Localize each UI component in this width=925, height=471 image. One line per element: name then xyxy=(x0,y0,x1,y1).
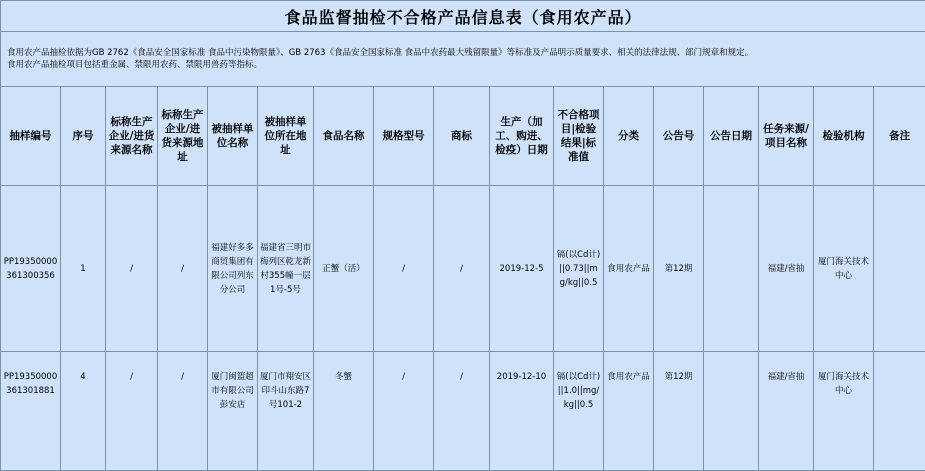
column-header: 规格型号 xyxy=(374,87,434,186)
column-header: 标称生产企业/进货来源名称 xyxy=(106,87,158,186)
table-cell: 福建好多多商贸集团有限公司列东分公司 xyxy=(208,186,258,352)
column-header: 公告号 xyxy=(654,87,704,186)
table-row xyxy=(1,352,925,471)
table-cell: 厦门闽篮超市有限公司彭安店 xyxy=(208,352,258,471)
table-cell: 4 xyxy=(61,352,106,471)
column-header: 抽样编号 xyxy=(1,87,61,186)
table-cell: PP19350000361300356 xyxy=(1,186,61,352)
table-cell: / xyxy=(158,352,208,471)
table-cell: 第12期 xyxy=(654,352,704,471)
column-header: 被抽样单位所在地址 xyxy=(258,87,314,186)
table-cell xyxy=(704,352,759,471)
page-title: 食品监督抽检不合格产品信息表（食用农产品） xyxy=(1,1,925,32)
column-header: 被抽样单位名称 xyxy=(208,87,258,186)
column-header: 备注 xyxy=(874,87,925,186)
table-cell xyxy=(704,186,759,352)
table-cell: 2019-12-5 xyxy=(490,186,554,352)
table-cell: / xyxy=(106,352,158,471)
table-cell: 厦门海关技术中心 xyxy=(814,186,874,352)
table-cell: 厦门海关技术中心 xyxy=(814,352,874,471)
table-cell: PP19350000361301881 xyxy=(1,352,61,471)
table-cell: 2019-12-10 xyxy=(490,352,554,471)
column-header: 公告日期 xyxy=(704,87,759,186)
table-cell xyxy=(874,186,925,352)
table-cell: 厦门市翔安区印斗山东路7号101-2 xyxy=(258,352,314,471)
table-cell xyxy=(874,352,925,471)
note-line: 食用农产品抽检依据为GB 2762《食品安全国家标准 食品中污染物限量》、GB 2763《食品安全国家标准 食品中农药最大残留限量》等标准及产品明示质量要求、相关的法律法规、部门规章和规定。 xyxy=(7,47,919,59)
column-header: 商标 xyxy=(434,87,490,186)
column-header: 序号 xyxy=(61,87,106,186)
table-cell: / xyxy=(434,186,490,352)
column-header: 标称生产企业/进货来源地址 xyxy=(158,87,208,186)
table-cell: 福建/省抽 xyxy=(759,352,814,471)
column-header: 生产（加工、购进、检疫）日期 xyxy=(490,87,554,186)
table-cell: 食用农产品 xyxy=(604,186,654,352)
column-header: 食品名称 xyxy=(314,87,374,186)
table-cell: / xyxy=(106,186,158,352)
notes-cell xyxy=(1,32,925,87)
table-cell: / xyxy=(374,352,434,471)
column-header: 任务来源/项目名称 xyxy=(759,87,814,186)
table-cell: 正蟹（活） xyxy=(314,186,374,352)
column-header: 检验机构 xyxy=(814,87,874,186)
table-cell: 镉(以Cd计)||0.73||mg/kg||0.5 xyxy=(554,186,604,352)
table-cell: / xyxy=(434,352,490,471)
table-cell: / xyxy=(158,186,208,352)
table-cell: 镉(以Cd计)||1.0||mg/kg||0.5 xyxy=(554,352,604,471)
table-cell: 1 xyxy=(61,186,106,352)
table-cell: 福建省三明市梅列区乾龙新村355幢一层1号-5号 xyxy=(258,186,314,352)
table-cell: 福建/省抽 xyxy=(759,186,814,352)
table-cell: / xyxy=(374,186,434,352)
note-line: 食用农产品抽检项目包括重金属、禁限用农药、禁限用兽药等指标。 xyxy=(7,59,919,71)
column-header: 不合格项目|检验结果|标准值 xyxy=(554,87,604,186)
header-row xyxy=(1,87,925,186)
table-row xyxy=(1,186,925,352)
table-cell: 冬蟹 xyxy=(314,352,374,471)
table-cell: 第12期 xyxy=(654,186,704,352)
table-cell: 食用农产品 xyxy=(604,352,654,471)
column-header: 分类 xyxy=(604,87,654,186)
